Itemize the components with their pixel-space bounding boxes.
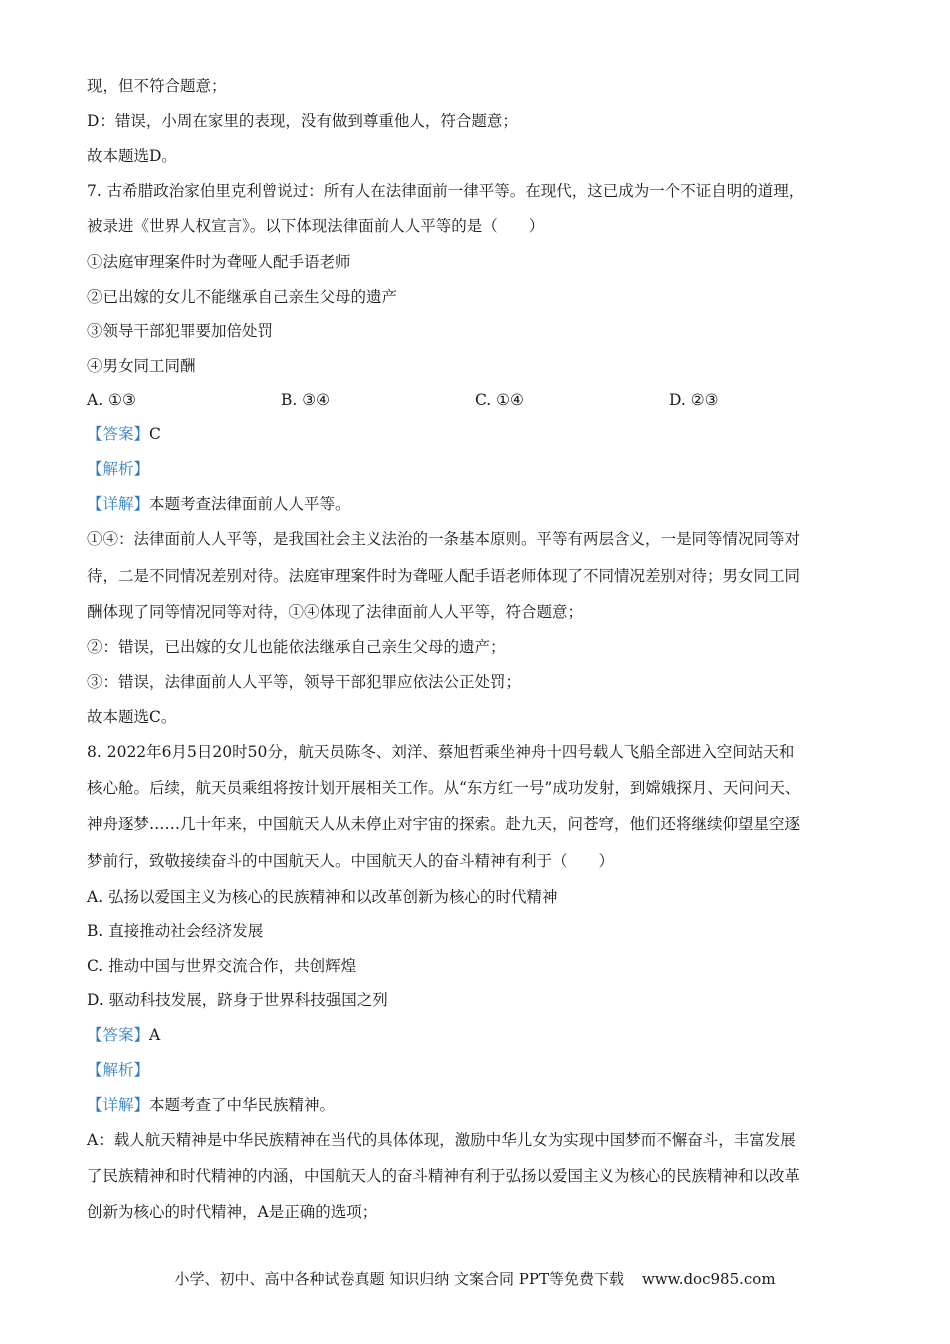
- question-8-stem: 梦前行，致敬接续奋斗的中国航天人。中国航天人的奋斗精神有利于（ ）: [87, 852, 615, 870]
- question-8-stem: 8. 2022年6月5日20时50分，航天员陈冬、刘洋、蔡旭哲乘坐神舟十四号载人飞船全部进入空间站天和: [87, 743, 795, 761]
- option-c: C. ①④: [475, 391, 524, 409]
- answer-tag: 【答案】: [87, 1026, 150, 1044]
- page-footer: [0, 1268, 950, 1290]
- text-line: 现，但不符合题意；: [87, 77, 227, 95]
- answer-value: A: [149, 1026, 161, 1044]
- option-a: A. ①③: [87, 391, 136, 409]
- detail-tag: 【详解】: [87, 1096, 150, 1114]
- question-7-item: ②已出嫁的女儿不能继承自己亲生父母的遗产: [87, 288, 398, 306]
- text-line: 酬体现了同等情况同等对待，①④体现了法律面前人人平等，符合题意；: [87, 603, 584, 621]
- question-7-stem: 7. 古希腊政治家伯里克利曾说过：所有人在法律面前一律平等。在现代，这已成为一个不证自明的道理，: [87, 182, 805, 200]
- question-7-item: ④男女同工同酬: [87, 357, 196, 375]
- detail-line: [87, 1094, 335, 1116]
- answer-tag: 【答案】: [87, 425, 150, 443]
- detail-text: 本题考查了中华民族精神。: [149, 1096, 336, 1114]
- text-line: 了民族精神和时代精神的内涵，中国航天人的奋斗精神有利于弘扬以爱国主义为核心的民族精神和以改革: [87, 1167, 801, 1185]
- detail-tag: 【详解】: [87, 495, 150, 513]
- text-line: 故本题选D。: [87, 147, 177, 165]
- option-b: B. 直接推动社会经济发展: [87, 922, 264, 940]
- option-b: B. ③④: [281, 391, 331, 409]
- text-line: ③：错误，法律面前人人平等，领导干部犯罪应依法公正处罚；: [87, 673, 522, 691]
- option-a: A. 弘扬以爱国主义为核心的民族精神和以改革创新为核心的时代精神: [87, 888, 558, 906]
- answer-line: [87, 423, 161, 445]
- question-7-item: ③领导干部犯罪要加倍处罚: [87, 322, 274, 340]
- text-line: ①④：法律面前人人平等，是我国社会主义法治的一条基本原则。平等有两层含义，一是同等情况同等对: [87, 530, 801, 548]
- detail-line: [87, 493, 351, 515]
- footer-text: 小学、初中、高中各种试卷真题 知识归纳 文案合同 PPT等免费下载: [174, 1270, 624, 1288]
- question-8-stem: 神舟逐梦……几十年来，中国航天人从未停止对宇宙的探索。赴九天，问苍穹，他们还将继续仰望星空逐: [87, 815, 801, 833]
- question-7-item: ①法庭审理案件时为聋哑人配手语老师: [87, 253, 351, 271]
- text-line: ②：错误，已出嫁的女儿也能依法继承自己亲生父母的遗产；: [87, 638, 506, 656]
- text-line: 创新为核心的时代精神，A是正确的选项；: [87, 1203, 378, 1221]
- option-c: C. 推动中国与世界交流合作，共创辉煌: [87, 957, 357, 975]
- text-line: D：错误，小周在家里的表现，没有做到尊重他人，符合题意；: [87, 112, 518, 130]
- option-d: D. 驱动科技发展，跻身于世界科技强国之列: [87, 991, 388, 1009]
- option-d: D. ②③: [669, 391, 719, 409]
- analysis-tag: 【解析】: [87, 460, 150, 478]
- question-7-stem: 被录进《世界人权宣言》。以下体现法律面前人人平等的是（ ）: [87, 217, 545, 235]
- analysis-line: [87, 458, 149, 480]
- detail-text: 本题考查法律面前人人平等。: [149, 495, 351, 513]
- footer-site-link[interactable]: www.doc985.com: [641, 1270, 776, 1288]
- answer-line: [87, 1024, 160, 1046]
- text-line: 待，二是不同情况差别对待。法庭审理案件时为聋哑人配手语老师体现了不同情况差别对待；男女同工同: [87, 567, 801, 585]
- question-8-stem: 核心舱。后续，航天员乘组将按计划开展相关工作。从“东方红一号”成功发射，到嫦娥探月、天问问天、: [87, 779, 801, 797]
- analysis-line: [87, 1059, 149, 1081]
- text-line: 故本题选C。: [87, 708, 177, 726]
- text-line: A：载人航天精神是中华民族精神在当代的具体体现，激励中华儿女为实现中国梦而不懈奋斗，丰富发展: [87, 1131, 796, 1149]
- analysis-tag: 【解析】: [87, 1061, 150, 1079]
- answer-value: C: [149, 425, 161, 443]
